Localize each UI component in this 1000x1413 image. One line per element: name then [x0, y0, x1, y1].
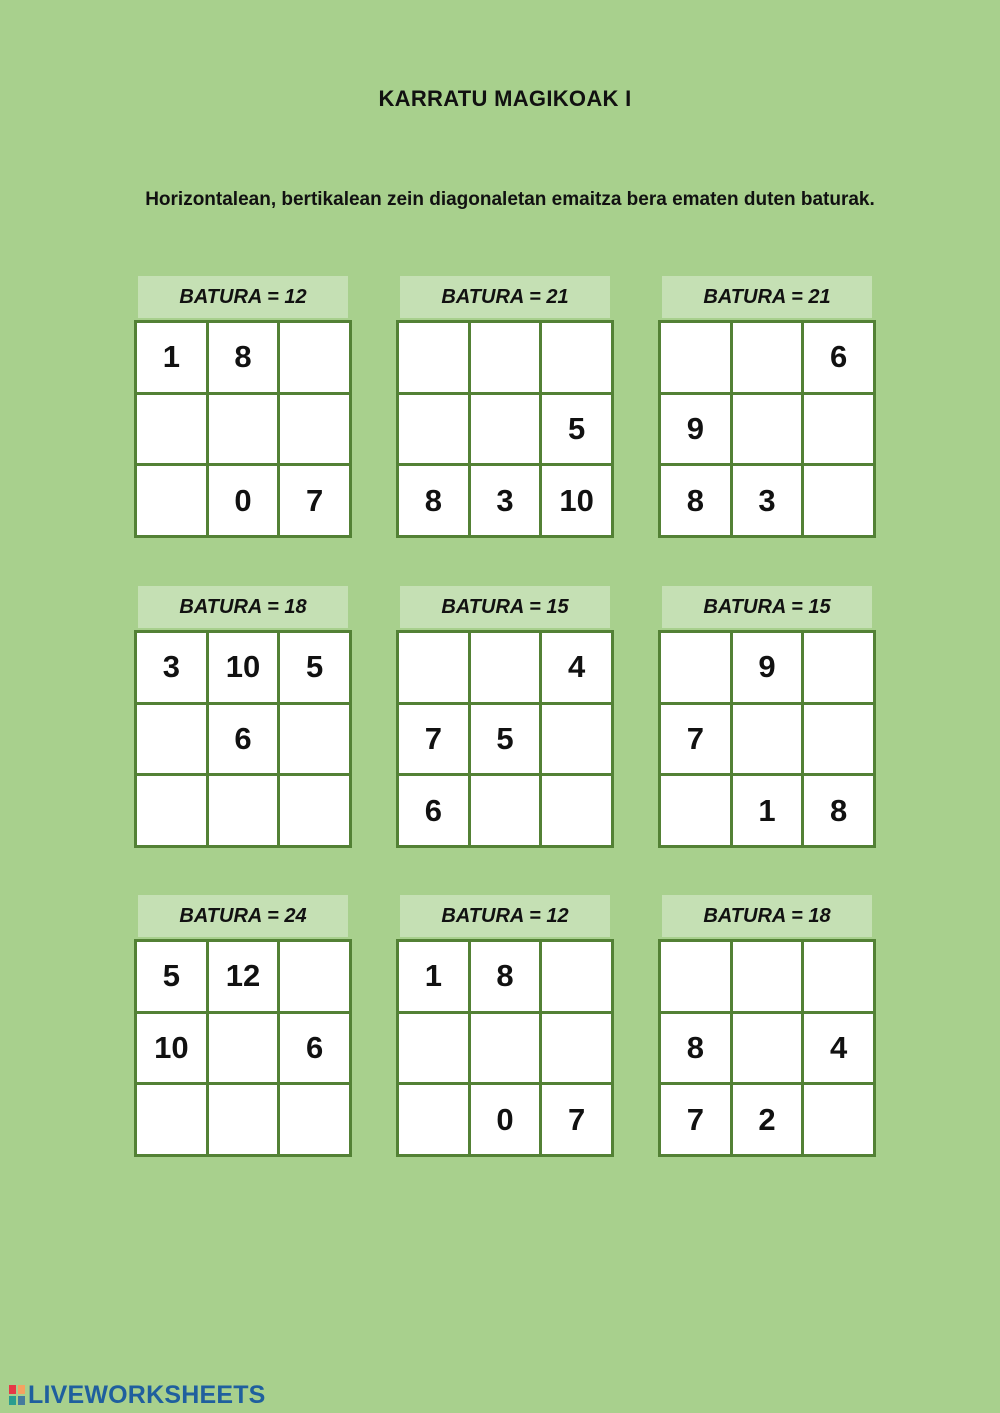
answer-cell[interactable]	[804, 633, 873, 702]
sum-label: BATURA = 12	[400, 895, 610, 937]
answer-cell[interactable]	[733, 705, 802, 774]
answer-cell[interactable]	[542, 323, 611, 392]
given-number-cell: 2	[733, 1085, 802, 1154]
answer-cell[interactable]	[209, 1014, 278, 1083]
answer-cell[interactable]	[804, 1085, 873, 1154]
magic-square-grid	[658, 630, 876, 848]
answer-cell[interactable]	[137, 776, 206, 845]
answer-cell[interactable]	[804, 942, 873, 1011]
magic-square-grid	[396, 320, 614, 538]
sum-label: BATURA = 15	[400, 586, 610, 628]
magic-square-grid	[658, 320, 876, 538]
answer-cell[interactable]	[399, 323, 468, 392]
given-number-cell: 6	[209, 705, 278, 774]
answer-cell[interactable]	[209, 1085, 278, 1154]
given-number-cell: 10	[542, 466, 611, 535]
answer-cell[interactable]	[399, 395, 468, 464]
answer-cell[interactable]	[661, 776, 730, 845]
instructions-text: Horizontalean, bertikalean zein diagonaletan emaitza bera ematen duten baturak.	[145, 189, 875, 210]
given-number-cell: 5	[137, 942, 206, 1011]
given-number-cell: 5	[542, 395, 611, 464]
answer-cell[interactable]	[471, 633, 540, 702]
given-number-cell: 8	[399, 466, 468, 535]
page-title: KARRATU MAGIKOAK I	[378, 86, 632, 111]
given-number-cell: 3	[137, 633, 206, 702]
answer-cell[interactable]	[280, 942, 349, 1011]
answer-cell[interactable]	[804, 395, 873, 464]
sum-label: BATURA = 15	[662, 586, 872, 628]
given-number-cell: 8	[804, 776, 873, 845]
given-number-cell: 3	[471, 466, 540, 535]
given-number-cell: 7	[399, 705, 468, 774]
given-number-cell: 7	[661, 1085, 730, 1154]
given-number-cell: 12	[209, 942, 278, 1011]
given-number-cell: 5	[471, 705, 540, 774]
given-number-cell: 10	[137, 1014, 206, 1083]
answer-cell[interactable]	[733, 323, 802, 392]
answer-cell[interactable]	[280, 1085, 349, 1154]
answer-cell[interactable]	[471, 323, 540, 392]
sum-label: BATURA = 18	[138, 586, 348, 628]
answer-cell[interactable]	[280, 776, 349, 845]
answer-cell[interactable]	[280, 323, 349, 392]
answer-cell[interactable]	[804, 705, 873, 774]
given-number-cell: 0	[209, 466, 278, 535]
answer-cell[interactable]	[209, 776, 278, 845]
answer-cell[interactable]	[542, 1014, 611, 1083]
answer-cell[interactable]	[137, 1085, 206, 1154]
answer-cell[interactable]	[137, 466, 206, 535]
given-number-cell: 6	[804, 323, 873, 392]
answer-cell[interactable]	[399, 1014, 468, 1083]
given-number-cell: 10	[209, 633, 278, 702]
magic-square-grid	[134, 630, 352, 848]
logo-text: LIVEWORKSHEETS	[28, 1380, 266, 1409]
given-number-cell: 8	[471, 942, 540, 1011]
given-number-cell: 9	[661, 395, 730, 464]
answer-cell[interactable]	[209, 395, 278, 464]
given-number-cell: 6	[280, 1014, 349, 1083]
answer-cell[interactable]	[280, 395, 349, 464]
magic-square-grid	[134, 939, 352, 1157]
given-number-cell: 9	[733, 633, 802, 702]
answer-cell[interactable]	[661, 633, 730, 702]
sum-label: BATURA = 18	[662, 895, 872, 937]
given-number-cell: 1	[733, 776, 802, 845]
sum-label: BATURA = 21	[662, 276, 872, 318]
sum-label: BATURA = 12	[138, 276, 348, 318]
answer-cell[interactable]	[471, 776, 540, 845]
magic-square-grid	[396, 630, 614, 848]
answer-cell[interactable]	[471, 395, 540, 464]
sum-label: BATURA = 24	[138, 895, 348, 937]
given-number-cell: 1	[399, 942, 468, 1011]
answer-cell[interactable]	[471, 1014, 540, 1083]
given-number-cell: 3	[733, 466, 802, 535]
answer-cell[interactable]	[733, 942, 802, 1011]
given-number-cell: 6	[399, 776, 468, 845]
answer-cell[interactable]	[661, 323, 730, 392]
sum-label: BATURA = 21	[400, 276, 610, 318]
magic-square-grid	[134, 320, 352, 538]
answer-cell[interactable]	[733, 395, 802, 464]
footer-logo[interactable]	[8, 1381, 266, 1409]
magic-square-grid	[396, 939, 614, 1157]
given-number-cell: 8	[661, 1014, 730, 1083]
answer-cell[interactable]	[733, 1014, 802, 1083]
liveworksheets-logo-icon	[8, 1384, 26, 1406]
given-number-cell: 4	[804, 1014, 873, 1083]
given-number-cell: 4	[542, 633, 611, 702]
answer-cell[interactable]	[399, 1085, 468, 1154]
given-number-cell: 7	[280, 466, 349, 535]
answer-cell[interactable]	[661, 942, 730, 1011]
given-number-cell: 8	[209, 323, 278, 392]
given-number-cell: 5	[280, 633, 349, 702]
answer-cell[interactable]	[804, 466, 873, 535]
given-number-cell: 8	[661, 466, 730, 535]
answer-cell[interactable]	[542, 705, 611, 774]
answer-cell[interactable]	[280, 705, 349, 774]
given-number-cell: 7	[661, 705, 730, 774]
answer-cell[interactable]	[399, 633, 468, 702]
magic-square-grid	[658, 939, 876, 1157]
answer-cell[interactable]	[542, 942, 611, 1011]
given-number-cell: 1	[137, 323, 206, 392]
given-number-cell: 7	[542, 1085, 611, 1154]
given-number-cell: 0	[471, 1085, 540, 1154]
answer-cell[interactable]	[542, 776, 611, 845]
answer-cell[interactable]	[137, 395, 206, 464]
answer-cell[interactable]	[137, 705, 206, 774]
